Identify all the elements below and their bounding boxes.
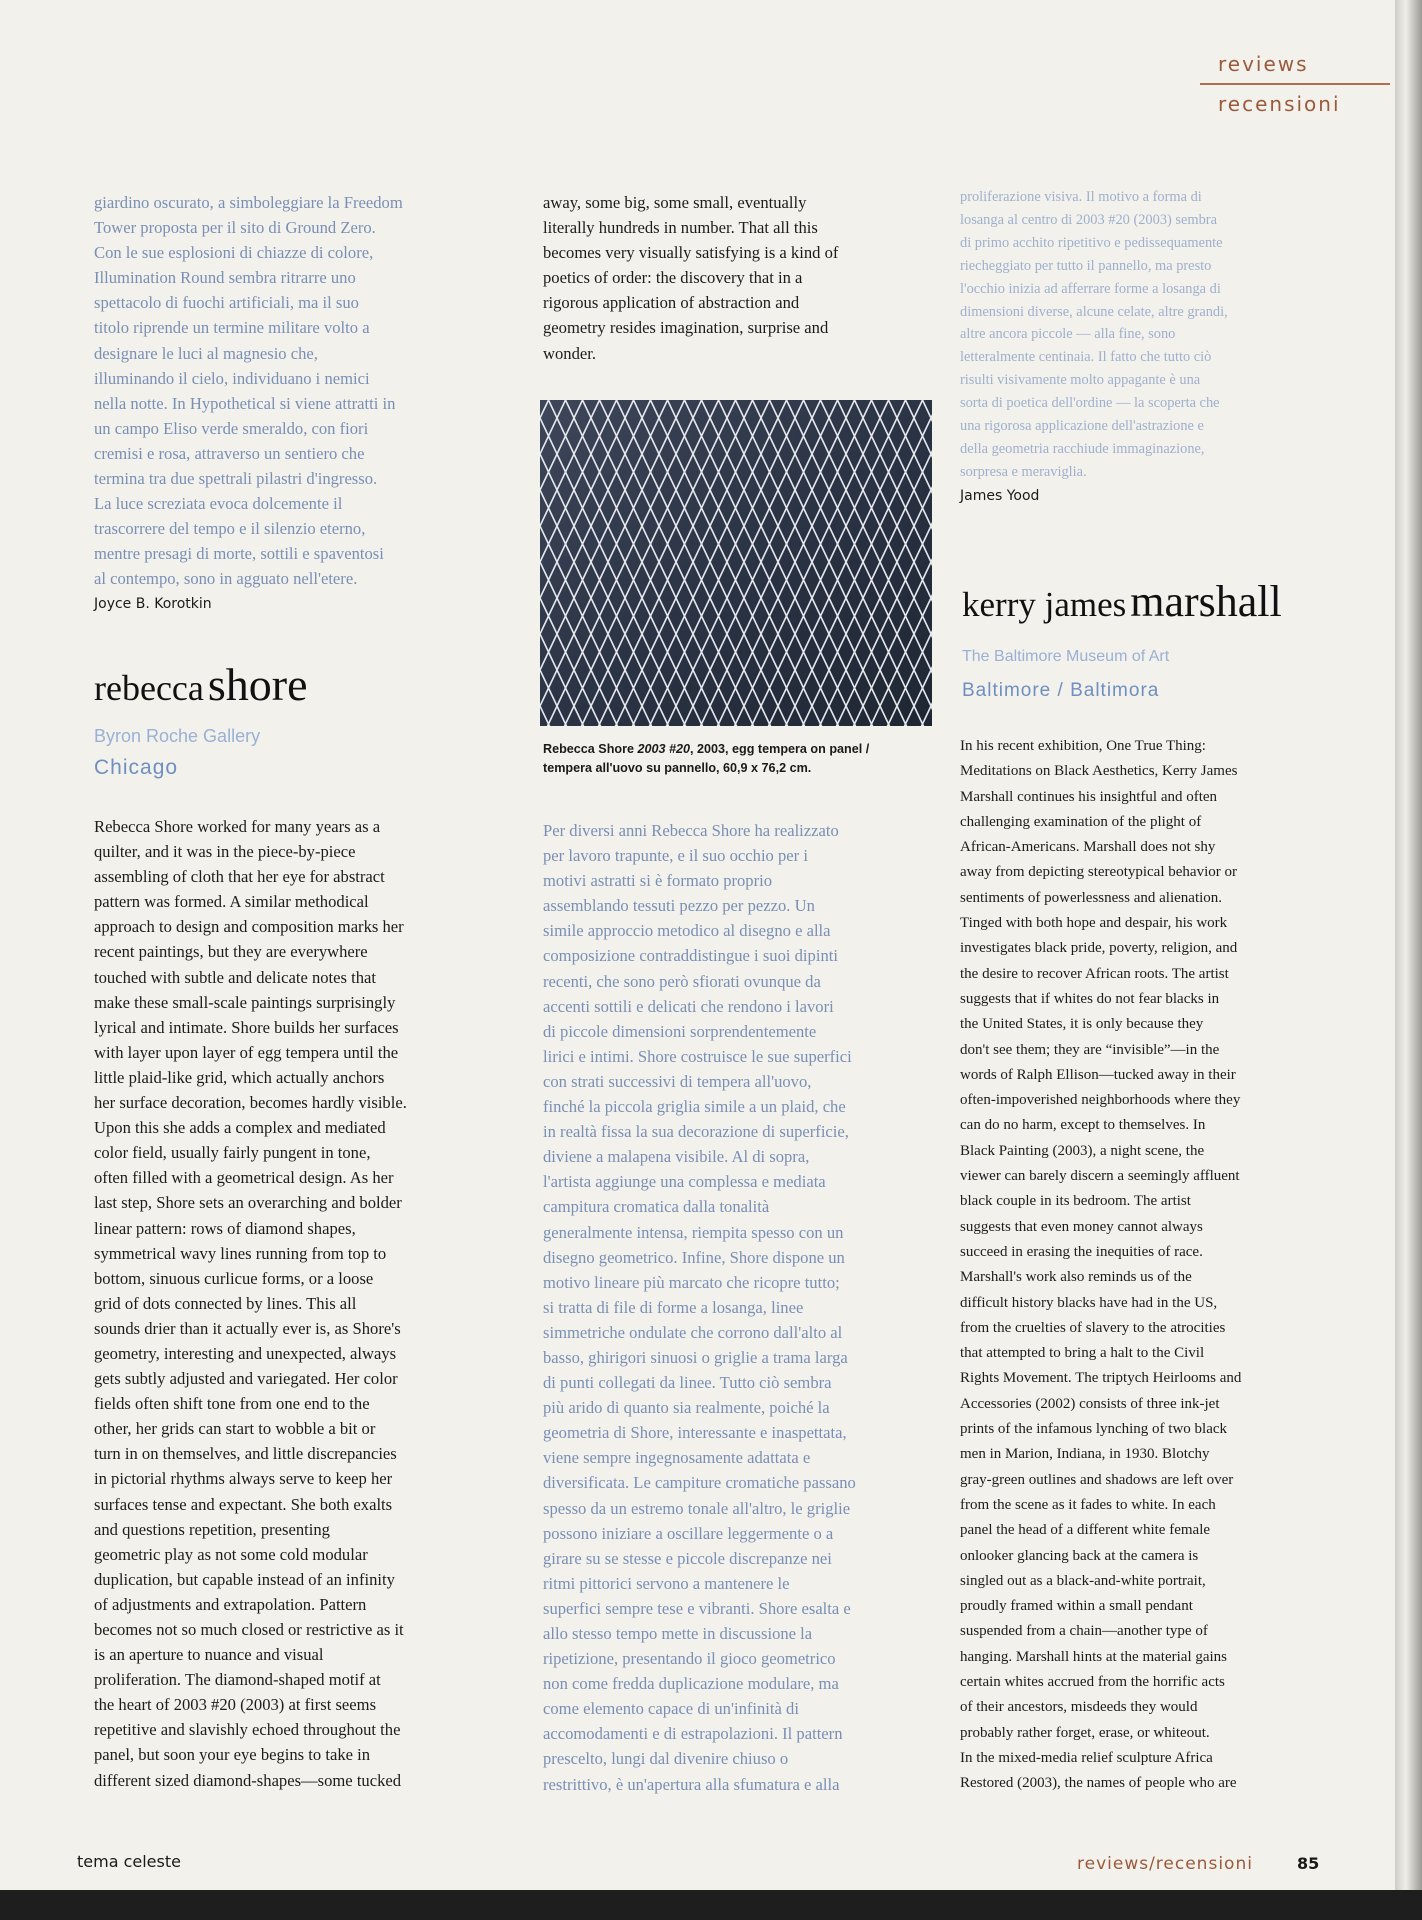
review-venue: Byron Roche Gallery (94, 726, 261, 746)
intro-italian-text (94, 190, 499, 592)
text-line: symmetrical wavy lines running from top to (94, 1243, 387, 1263)
text-line: In his recent exhibition, One True Thing: (960, 738, 1206, 754)
text-line: can do no harm, except to themselves. In (960, 1117, 1206, 1134)
text-line: repetitive and slavishly echoed throughout the (94, 1720, 401, 1740)
text-line: risulti visivamente molto appagante è una (960, 372, 1201, 389)
column-1-intro (94, 190, 499, 614)
text-line: lirici e intimi. Shore costruisce le sue superfici (543, 1046, 852, 1066)
text-line: African-Americans. Marshall does not shy (960, 839, 1216, 856)
text-line: con strati successivi di tempera all'uovo, (543, 1071, 812, 1091)
text-line: of adjustments and extrapolation. Pattern (94, 1594, 367, 1614)
text-line: viene sempre ingegnosamente adattata e (543, 1448, 811, 1468)
text-line: last step, Shore sets an overarching and bolder (94, 1193, 402, 1213)
text-line: onlooker glancing back at the camera is (960, 1547, 1199, 1564)
text-line: possono iniziare a oscillare leggermente o a (543, 1523, 834, 1543)
text-line: suggests that even money cannot always (960, 1218, 1203, 1235)
text-line: approach to design and composition marks her (94, 917, 404, 937)
review-city: Chicago (94, 756, 179, 779)
text-line: literally hundreds in number. That all this (543, 218, 818, 238)
text-line: ripetizione, presentando il gioco geometrico (543, 1649, 836, 1669)
text-line: becomes very visually satisfying is a kind of (543, 243, 839, 263)
review-heading-shore (94, 659, 308, 710)
text-line: designare le luci al magnesio che, (94, 343, 318, 363)
text-line: ritmi pittorici servono a mantenere le (543, 1573, 790, 1593)
text-line: Illumination Round sembra ritrarre uno (94, 268, 356, 288)
section-label-en: reviews (1218, 52, 1309, 76)
text-line: in pictorial rhythms always serve to keep her (94, 1469, 393, 1489)
text-line: other, her grids can start to wobble a bit or (94, 1419, 376, 1439)
caption-medium: tempera all'uovo su pannello, 60,9 x 76,2 cm. (543, 761, 812, 775)
header-rule (1200, 83, 1390, 85)
text-line: sounds drier than it actually ever is, as Shore's (94, 1318, 401, 1338)
text-line: certain whites accrued from the horrific acts (960, 1673, 1225, 1690)
text-line: away, some big, some small, eventually (543, 193, 807, 212)
text-line: different sized diamond-shapes—some tucked (94, 1770, 402, 1790)
text-line: Marshall's work also reminds us of the (960, 1269, 1192, 1286)
text-line: si tratta di file di forme a losanga, linee (543, 1297, 804, 1317)
text-line: gray-green outlines and shadows are left over (960, 1471, 1234, 1488)
text-line: becomes not so much closed or restrictive as it (94, 1620, 404, 1639)
artwork-caption (543, 740, 923, 778)
text-line: recent paintings, but they are everywhere (94, 942, 368, 962)
text-line: of their ancestors, misdeeds they would (960, 1699, 1198, 1716)
text-line: motivi astratti si è formato proprio (543, 871, 773, 891)
text-line: challenging examination of the plight of (960, 813, 1202, 830)
text-line: lyrical and intimate. Shore builds her surfaces (94, 1017, 399, 1037)
text-line: fields often shift tone from one end to the (94, 1394, 370, 1414)
text-line: prints of the infamous lynching of two black (960, 1421, 1228, 1438)
text-line: that attempted to bring a halt to the Civil (960, 1345, 1205, 1362)
text-line: non come fredda duplicazione modulare, ma (543, 1674, 839, 1694)
text-line: Tinged with both hope and despair, his work (960, 915, 1228, 932)
text-line: hanging. Marshall hints at the material gains (960, 1648, 1228, 1665)
text-line: surfaces tense and expectant. She both exalts (94, 1494, 393, 1514)
text-line: trascorrere del tempo e il silenzio eterno, (94, 519, 366, 539)
text-line: per lavoro trapunte, e il suo occhio per i (543, 846, 808, 866)
review-venue-marshall: The Baltimore Museum of Art (962, 648, 1170, 665)
text-line: poetics of order: the discovery that in a (543, 268, 803, 288)
shore-review-english-cont (543, 190, 918, 366)
text-line: color field, usually fairly pungent in tone, (94, 1143, 371, 1163)
text-line: l'artista aggiunge una complessa e mediata (543, 1172, 826, 1192)
review-heading-marshall (962, 577, 1282, 626)
text-line: di punti collegati da linee. Tutto ciò sembra (543, 1373, 832, 1393)
text-line: viewer can barely discern a seemingly affluent (960, 1168, 1240, 1185)
caption-artist: Rebecca Shore (543, 742, 634, 756)
text-line: campitura cromatica dalla tonalità (543, 1197, 770, 1217)
text-line: più arido di quanto sia realmente, poiché la (543, 1398, 830, 1418)
text-line: sentiments of powerlessness and alienation. (960, 889, 1223, 906)
text-line: turn in on themselves, and little discrepancies (94, 1444, 397, 1464)
review-first-names: kerry james (962, 585, 1127, 624)
text-line: giardino oscurato, a simboleggiare la Freedom (94, 193, 403, 212)
text-line: di piccole dimensioni sorprendentemente (543, 1021, 817, 1041)
text-line: in realtà fissa la sua decorazione di superficie, (543, 1122, 849, 1142)
review-city-marshall: Baltimore / Baltimora (962, 680, 1160, 701)
text-line: with layer upon layer of egg tempera until the (94, 1042, 399, 1062)
text-line: riecheggiato per tutto il pannello, ma presto (960, 257, 1212, 274)
text-line: Upon this she adds a complex and mediated (94, 1118, 386, 1138)
text-line: termina tra due spettrali pilastri d'ingresso. (94, 469, 378, 489)
text-line: altre ancora piccole — alla fine, sono (960, 326, 1176, 343)
text-line: proliferation. The diamond-shaped motif at (94, 1670, 381, 1690)
shore-review-english (94, 814, 499, 1793)
text-line: don't see them; they are “invisible”—in the (960, 1041, 1220, 1058)
text-line: probably rather forget, erase, or whiteout. (960, 1724, 1210, 1741)
text-line: letteralmente centinaia. Il fatto che tutto ciò (960, 349, 1212, 366)
review-first-name: rebecca (94, 668, 204, 708)
text-line: Restored (2003), the names of people who are (960, 1775, 1237, 1792)
text-line: suggests that if whites do not fear blacks in (960, 990, 1220, 1007)
text-line: make these small-scale paintings surprisingly (94, 992, 396, 1012)
diamond-pattern-image (540, 400, 932, 726)
text-line: al contempo, sono in agguato nell'etere. (94, 569, 358, 589)
text-line: simile approccio metodico al disegno e alla (543, 921, 831, 941)
shore-review-italian (543, 818, 918, 1797)
caption-details: , 2003, egg tempera on panel / (690, 742, 870, 756)
text-line: touched with subtle and delicate notes that (94, 967, 377, 987)
text-line: recenti, che sono però sfiorati ovunque da (543, 971, 821, 991)
text-line: spesso da un estremo tonale all'altro, le griglie (543, 1498, 851, 1518)
text-line: spettacolo di fuochi artificiali, ma il suo (94, 293, 359, 313)
review-signature: James Yood (960, 487, 1040, 504)
text-line: difficult history blacks have had in the US, (960, 1294, 1218, 1311)
bottom-shadow (0, 1890, 1422, 1920)
text-line: Rights Movement. The triptych Heirlooms and (960, 1370, 1242, 1387)
text-line: allo stesso tempo mette in discussione la (543, 1624, 813, 1643)
review-last-name-marshall: marshall (1130, 577, 1282, 626)
text-line: proudly framed within a small pendant (960, 1598, 1193, 1615)
text-line: geometry, interesting and unexpected, always (94, 1343, 397, 1363)
text-line: geometry resides imagination, surprise and (543, 318, 829, 338)
text-line: grid of dots connected by lines. This all (94, 1293, 357, 1313)
text-line: un campo Eliso verde smeraldo, con fiori (94, 418, 369, 438)
text-line: from the cruelties of slavery to the atrocities (960, 1319, 1226, 1336)
text-line: di primo acchito ripetitivo e pedissequamente (960, 234, 1223, 251)
text-line: the United States, it is only because they (960, 1016, 1204, 1033)
caption-title: 2003 #20 (637, 742, 691, 756)
section-label-it: recensioni (1218, 92, 1341, 116)
text-line: linear pattern: rows of diamond shapes, (94, 1218, 356, 1238)
text-line: girare su se stesse e piccole discrepanze nei (543, 1548, 832, 1568)
artwork-image (540, 400, 932, 726)
text-line: Black Painting (2003), a night scene, the (960, 1142, 1205, 1159)
text-line: della geometria racchiude immaginazione, (960, 440, 1205, 457)
text-line: motivo lineare più marcato che ricopre tutto; (543, 1272, 840, 1292)
text-line: Per diversi anni Rebecca Shore ha realizzato (543, 821, 839, 840)
text-line: black couple in its bedroom. The artist (960, 1193, 1191, 1210)
text-line: singled out as a black-and-white portrait, (960, 1572, 1206, 1589)
text-line: losanga al centro di 2003 #20 (2003) sembra (960, 211, 1217, 228)
text-line: the desire to recover African roots. The artist (960, 965, 1229, 982)
column-2-italian (543, 818, 918, 1797)
column-2-top (543, 190, 918, 366)
text-line: dimensioni diverse, alcune celate, altre grandi, (960, 303, 1228, 320)
text-line: duplication, but capable instead of an infinity (94, 1569, 395, 1589)
text-line: quilter, and it was in the piece-by-piece (94, 842, 356, 862)
text-line: La luce screziata evoca dolcemente il (94, 494, 343, 514)
text-line: Accessories (2002) consists of three ink-jet (960, 1395, 1220, 1412)
text-line: and questions repetition, presenting (94, 1519, 330, 1539)
text-line: diversificata. Le campiture cromatiche passano (543, 1473, 856, 1493)
text-line: cremisi e rosa, attraverso un sentiero che (94, 443, 365, 463)
text-line: men in Marion, Indiana, in 1930. Blotchy (960, 1446, 1210, 1463)
text-line: prescelto, lungi dal divenire chiuso o (543, 1749, 789, 1769)
column-1-body (94, 814, 499, 1793)
text-line: often-impoverished neighborhoods where they (960, 1092, 1241, 1109)
text-line: come elemento capace di un'infinità di (543, 1699, 799, 1719)
text-line: nella notte. In Hypothetical si viene attratti in (94, 393, 396, 413)
text-line: In the mixed-media relief sculpture Africa (960, 1749, 1213, 1766)
text-line: gets subtly adjusted and variegated. Her color (94, 1369, 398, 1389)
text-line: words of Ralph Ellison—tucked away in their (960, 1066, 1236, 1083)
footer-magazine: tema celeste (77, 1852, 181, 1871)
text-line: panel the head of a different white female (960, 1522, 1211, 1539)
text-line: bottom, sinuous curlicue forms, or a loose (94, 1268, 374, 1288)
text-line: Tower proposta per il sito di Ground Zero. (94, 218, 376, 238)
text-line: superfici sempre tese e vibranti. Shore esalta e (543, 1598, 851, 1618)
shore-review-italian-cont (960, 186, 1332, 484)
text-line: Meditations on Black Aesthetics, Kerry James (960, 763, 1238, 780)
text-line: Con le sue esplosioni di chiazze di colore, (94, 243, 374, 263)
column-3-body (960, 734, 1332, 1796)
text-line: away from depicting stereotypical behavior or (960, 864, 1237, 881)
text-line: succeed in erasing the inequities of race. (960, 1243, 1203, 1260)
text-line: assembling of cloth that her eye for abstract (94, 867, 385, 887)
text-line: geometria di Shore, interessante e inaspettata, (543, 1423, 847, 1443)
text-line: wonder. (543, 343, 596, 363)
text-line: simmetriche ondulate che corrono dall'alto al (543, 1322, 843, 1342)
text-line: una rigorosa applicazione dell'astrazione e (960, 418, 1204, 435)
text-line: sorta di poetica dell'ordine — la scoperta che (960, 395, 1220, 412)
text-line: geometric play as not some cold modular (94, 1544, 368, 1564)
text-line: panel, but soon your eye begins to take in (94, 1745, 371, 1765)
marshall-review-english (960, 734, 1332, 1796)
text-line: is an aperture to nuance and visual (94, 1645, 324, 1665)
review-last-name: shore (207, 659, 308, 710)
text-line: from the scene as it fades to white. In each (960, 1496, 1216, 1513)
text-line: Marshall continues his insightful and often (960, 788, 1218, 805)
footer-section: reviews/recensioni (1077, 1854, 1253, 1874)
text-line: the heart of 2003 #20 (2003) at first seems (94, 1695, 377, 1715)
page-number: 85 (1297, 1854, 1320, 1873)
text-line: accomodamenti e di estrapolazioni. Il pattern (543, 1724, 843, 1744)
text-line: assemblando tessuti pezzo per pezzo. Un (543, 896, 815, 916)
intro-signature: Joyce B. Korotkin (94, 595, 212, 612)
text-line: rigorous application of abstraction and (543, 293, 800, 313)
text-line: restrittivo, è un'apertura alla sfumatura e alla (543, 1774, 840, 1794)
text-line: illuminando il cielo, individuano i nemici (94, 368, 370, 388)
text-line: composizione contraddistingue i suoi dipinti (543, 946, 838, 966)
text-line: accenti sottili e delicati che rendono i lavori (543, 996, 834, 1016)
text-line: diviene a malapena visibile. Al di sopra, (543, 1147, 810, 1167)
text-line: mentre presagi di morte, sottili e spaventosi (94, 544, 384, 564)
text-line: little plaid-like grid, which actually anchors (94, 1067, 385, 1087)
text-line: titolo riprende un termine militare volto a (94, 318, 370, 338)
text-line: her surface decoration, becomes hardly visible. (94, 1093, 407, 1113)
text-line: pattern was formed. A similar methodical (94, 892, 369, 912)
text-line: basso, ghirigori sinuosi o griglie a trama larga (543, 1347, 848, 1367)
text-line: proliferazione visiva. Il motivo a forma di (960, 189, 1202, 205)
text-line: disegno geometrico. Infine, Shore dispone un (543, 1247, 845, 1267)
text-line: suspended from a chain—another type of (960, 1623, 1208, 1640)
text-line: l'occhio inizia ad afferrare forme a losanga di (960, 280, 1221, 297)
page-edge (1395, 0, 1422, 1920)
text-line: finché la piccola griglia simile a un plaid, che (543, 1097, 846, 1117)
column-3-top (960, 186, 1332, 506)
text-line: Rebecca Shore worked for many years as a (94, 817, 381, 836)
text-line: sorpresa e meraviglia. (960, 463, 1087, 480)
text-line: generalmente intensa, riempita spesso con un (543, 1222, 844, 1242)
text-line: investigates black pride, poverty, religion, and (960, 940, 1238, 957)
text-line: often filled with a geometrical design. As her (94, 1168, 394, 1188)
